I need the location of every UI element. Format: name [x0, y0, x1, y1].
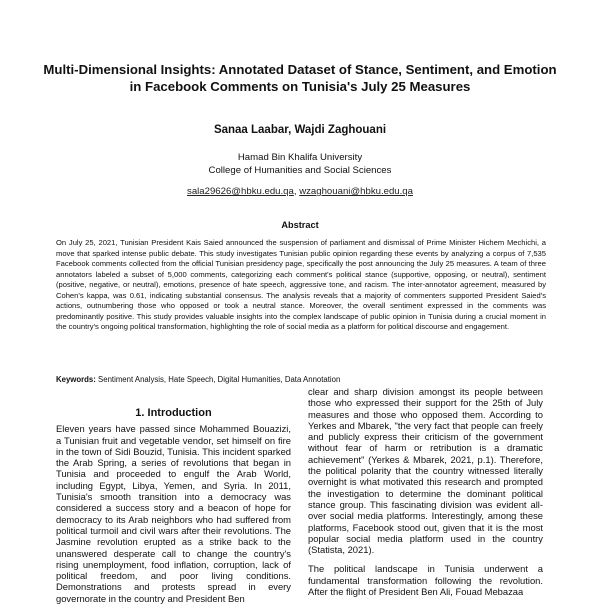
keywords-label: Keywords: — [56, 375, 96, 384]
affiliation — [40, 151, 560, 177]
intro-paragraph-right-1: clear and sharp division amongst its people between those who expressed their support for the 25th of July measures and those who opposed them. According to Yerkes and Mbarek, "the very fact that people can freely and publicly express their criticism of the government without fear of harm or retribution is a dramatic achievement" (Yerkes & Mbarek, 2021, p.1). Therefore, the political polarity that the country witnessed literally overnight is what motivated this research and prompted the investigation to determine the dominant political stance group. This fascinating division was evident all-over social media platforms. Interestingly, among these platforms, Facebook stood out, given that it is the most popular social media platform used in the country (Statista, 2021). — [308, 386, 543, 556]
abstract-text: On July 25, 2021, Tunisian President Kais Saied announced the suspension of parliament and dismissal of Prime Minister Hichem Mechichi, a move that sparked intense public debate. This study investigates Tunisian public opinion regarding these events by analyzing a corpus of 7,535 Facebook comments collected from the official Tunisian presidency page, specifically the post announcing the July 25 measures. A team of three annotators labeled a subset of 5,000 comments, categorizing each comment's political stance (supportive, opposing, or neutral), sentiment (positive, negative, or neutral), emotions, presence of hate speech, aggressive tone, and racism. The inter-annotator agreement, measured by Cohen's kappa, was 0.61, indicating substantial consensus. The analysis reveals that a majority of commenters supported President Saied's actions, outnumbering those who opposed or took a neutral stance. Moreover, the overall sentiment expressed in the comments was predominantly positive. This study provides valuable insights into the complex landscape of public opinion in Tunisia during a crucial moment in the country's ongoing political transformation, highlighting the role of social media as a platform for political discourse and engagement. — [56, 238, 546, 331]
email-separator: , — [293, 186, 300, 197]
affiliation-university: Hamad Bin Khalifa University — [237, 152, 363, 163]
intro-paragraph-right-2: The political landscape in Tunisia underwent a fundamental transformation following the revolution. After the flight of President Ben Ali, Fouad Mebazaa — [308, 563, 543, 598]
affiliation-college: College of Humanities and Social Sciences — [208, 165, 392, 176]
abstract-heading: Abstract — [281, 220, 319, 230]
keywords — [56, 375, 546, 384]
intro-paragraph-left: Eleven years have passed since Mohammed Bouazizi, a Tunisian fruit and vegetable vendor, set himself on fire in the town of Sidi Bouzid, Tunisia. This incident sparked the Arab Spring, a series of revolutions that began in Tunisia and proceeded to engulf the Arab World, including Egypt, Libya, Yemen, and Syria. In 2011, Tunisia's smooth transition into a democracy was considered a success story and a beacon of hope for democracy to its Arab neighbors who had suffered from political turmoil and civil wars after their revolutions. The Jasmine revolution erupted as a strike back to the unanswered desperate call to change the country's rising unemployment, food inflation, corruption, lack of political freedom, and poor living conditions. Demonstrations and protests spread in every governorate in the country and President Ben — [56, 423, 291, 604]
author-list: Sanaa Laabar, Wajdi Zaghouani — [213, 124, 387, 136]
keywords-list: Sentiment Analysis, Hate Speech, Digital Humanities, Data Annotation — [95, 375, 341, 384]
right-column — [308, 386, 543, 605]
email-link-1[interactable]: sala29626@hbku.edu.qa — [187, 186, 294, 197]
left-column — [56, 408, 291, 612]
email-link-2[interactable]: wzaghouani@hbku.edu.qa — [299, 186, 413, 197]
paper-title: Multi-Dimensional Insights: Annotated Dataset of Stance, Sentiment, and Emotion in Facebook Comments on Tunisia's July 25 Measures — [43, 62, 557, 94]
author-emails — [40, 186, 560, 197]
section-heading-introduction: 1. Introduction — [135, 407, 212, 419]
